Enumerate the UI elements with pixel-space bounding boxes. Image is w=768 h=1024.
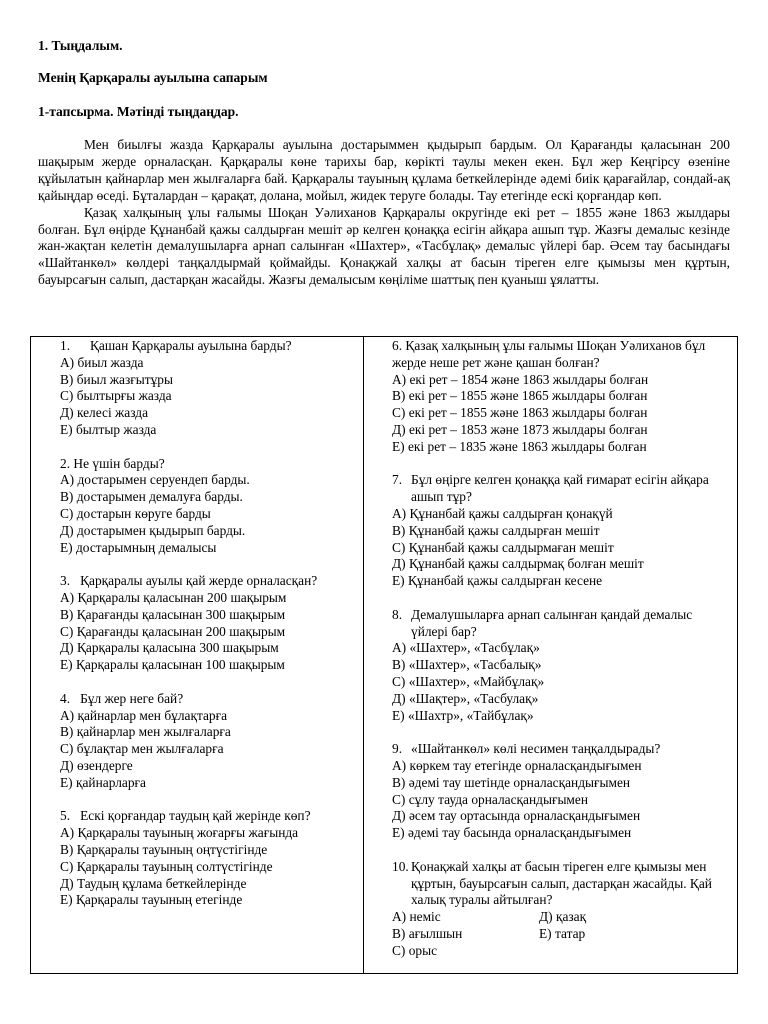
answer-option[interactable]: А) неміс bbox=[392, 909, 441, 925]
questions-table bbox=[30, 336, 738, 974]
answer-option[interactable]: А) Қарқаралы қаласынан 200 шақырым bbox=[60, 589, 287, 605]
answer-option[interactable]: Д) келесі жазда bbox=[60, 405, 149, 421]
question-number: 4. bbox=[60, 690, 71, 706]
question-text: Демалушыларға арнап салынған қандай демалыс үйлері бар? bbox=[411, 606, 693, 639]
question-1 bbox=[60, 338, 360, 439]
answer-option[interactable]: А) Құнанбай қажы салдырған қонақүй bbox=[392, 505, 613, 521]
answer-option[interactable]: В) Құнанбай қажы салдырған мешіт bbox=[392, 522, 600, 538]
answer-option[interactable]: С) орыс bbox=[392, 942, 438, 958]
questions-right-column bbox=[392, 338, 732, 976]
question-3 bbox=[60, 573, 360, 674]
answer-option[interactable]: С) екі рет – 1855 және 1863 жылдары болған bbox=[392, 405, 648, 421]
passage-paragraph-2: Қазақ халқының ұлы ғалымы Шоқан Уәлиханов Қарқаралы округінде екі рет – 1855 және 1863 жылдары болған. Бұл өңірде Құнанбай қажы салдырған мешіт әр келген қонаққа есігін айқара ашып тұр. Жазғы демалыс кезінде жан-жақтан келетін демалушыларға арнап салынған «Шахтер», «Тасбұлақ» демалыс үйлері бар. Әсем тау басындағы «Шайтанкөл» көлдері таңқалдырмай қоймайды. Қонақжай халқы ат басын тіреген елге қымызы мен құртын, бауырсағын салып, дастарқан жасайды. Жазғы демалысым көңіліме шаттық пен қуаныш ұялатты. bbox=[38, 204, 730, 288]
answer-option[interactable]: С) Қарқаралы тауының солтүстігінде bbox=[60, 858, 273, 874]
question-7 bbox=[392, 472, 732, 590]
answer-option[interactable]: Д) Құнанбай қажы салдырмақ болған мешіт bbox=[392, 556, 644, 572]
answer-option[interactable]: Д) Таудың құлама беткейлерінде bbox=[60, 875, 247, 891]
question-number: 1. bbox=[60, 338, 71, 353]
question-8 bbox=[392, 607, 732, 725]
answer-option[interactable]: Е) татар bbox=[539, 925, 586, 941]
question-text: Ескі қорғандар таудың қай жерінде көп? bbox=[80, 808, 311, 824]
answer-option[interactable]: С) сұлу тауда орналасқандығымен bbox=[392, 791, 589, 807]
answer-option[interactable]: С) достарын көруге барды bbox=[60, 505, 211, 521]
answer-option[interactable]: В) әдемі тау шетінде орналасқандығымен bbox=[392, 774, 631, 790]
question-text: Қонақжай халқы ат басын тіреген елге қымызы мен құртын, бауырсағын салып, дастарқан жасайды. Қай халық туралы айтылған? bbox=[411, 858, 712, 908]
question-text: Не үшін барды? bbox=[73, 455, 165, 471]
questions-left-column bbox=[60, 338, 360, 926]
answer-option[interactable]: А) көркем тау етегінде орналасқандығымен bbox=[392, 757, 642, 773]
answer-option[interactable]: С) «Шахтер», «Майбұлақ» bbox=[392, 673, 545, 689]
answer-option[interactable]: В) достарымен демалуға барды. bbox=[60, 489, 243, 505]
answer-option[interactable]: С) Құнанбай қажы салдырмаған мешіт bbox=[392, 539, 614, 555]
question-text: Қазақ халқының ұлы ғалымы Шоқан Уәлиханов бұл жерде неше рет және қашан болған? bbox=[392, 338, 706, 370]
answer-option[interactable]: В) екі рет – 1855 және 1865 жылдары болған bbox=[392, 388, 648, 404]
question-5 bbox=[60, 808, 360, 909]
question-text: «Шайтанкөл» көлі несимен таңқалдырады? bbox=[411, 741, 661, 757]
section-title: 1. Тыңдалым. bbox=[38, 38, 123, 53]
answer-option[interactable]: А) достарымен серуендеп барды. bbox=[60, 472, 250, 488]
question-text: Қашан Қарқаралы ауылына барды? bbox=[90, 338, 292, 353]
question-10 bbox=[392, 859, 732, 959]
column-divider bbox=[363, 337, 364, 973]
question-6 bbox=[392, 338, 732, 456]
answer-option[interactable]: В) «Шахтер», «Тасбалық» bbox=[392, 657, 542, 673]
answer-option[interactable]: А) қайнарлар мен бұлақтарға bbox=[60, 707, 228, 723]
question-number: 7. bbox=[392, 472, 403, 488]
answer-option[interactable]: Д) «Шақтер», «Тасбулақ» bbox=[392, 690, 539, 706]
answer-option[interactable]: Е) қайнарларға bbox=[60, 774, 146, 790]
answer-option[interactable]: Д) достарымен қыдырып барды. bbox=[60, 522, 246, 538]
answer-option[interactable]: В) биыл жазғытұры bbox=[60, 371, 173, 387]
question-number: 2. bbox=[60, 455, 71, 471]
answer-option[interactable]: Е) екі рет – 1835 және 1863 жылдары болған bbox=[392, 438, 647, 454]
question-number: 8. bbox=[392, 606, 403, 622]
question-text: Қарқаралы ауылы қай жерде орналасқан? bbox=[80, 573, 318, 589]
question-text: Бұл өңірге келген қонаққа қай ғимарат есігін айқара ашып тұр? bbox=[411, 472, 709, 505]
answer-option[interactable]: Д) әсем тау ортасында орналасқандығымен bbox=[392, 808, 641, 824]
topic-title: Менің Қарқаралы ауылына сапарым bbox=[38, 70, 268, 85]
question-text: Бұл жер неге бай? bbox=[80, 690, 184, 706]
question-number: 3. bbox=[60, 573, 71, 589]
answer-option[interactable]: Е) Қарқаралы қаласынан 100 шақырым bbox=[60, 657, 285, 673]
answer-option[interactable]: Е) былтыр жазда bbox=[60, 421, 157, 437]
answer-option[interactable]: Е) Қарқаралы тауының етегінде bbox=[60, 892, 243, 908]
question-number: 9. bbox=[392, 741, 403, 757]
question-9 bbox=[392, 741, 732, 842]
answer-option[interactable]: А) «Шахтер», «Тасбұлақ» bbox=[392, 640, 540, 656]
task-title: 1-тапсырма. Мәтінді тыңдаңдар. bbox=[38, 104, 239, 119]
answer-option[interactable]: Д) қазақ bbox=[539, 909, 587, 925]
answer-option[interactable]: А) биыл жазда bbox=[60, 354, 144, 370]
answer-option[interactable]: В) Қарқаралы тауының оңтүстігінде bbox=[60, 841, 268, 857]
question-2 bbox=[60, 456, 360, 557]
passage-paragraph-1: Мен биылғы жазда Қарқаралы ауылына достарыммен қыдырып бардым. Ол Қарағанды қаласынан 200 шақырым жерде орналасқан. Қарқаралы көне тарихы бар, көрікті таулы мекен екен. Бұл жер Кеңгірсу өзеніне құйылатын қайнарлар мен жылғаларға бай. Қарқаралы тауының құлама беткейлерінде әдемі биік қарағайлар, сондай-ақ қайыңдар өседі. Бұталардан – қарақат, долана, мойыл, жидек теруге болады. Тау етегінде ескі қорғандар көп. bbox=[38, 137, 730, 203]
listening-passage bbox=[38, 137, 730, 289]
answer-option[interactable]: С) былтырғы жазда bbox=[60, 388, 172, 404]
answer-option[interactable]: Е) әдемі тау басында орналасқандығымен bbox=[392, 825, 632, 841]
question-number: 6. bbox=[392, 338, 403, 353]
answer-option[interactable]: Е) Құнанбай қажы салдырған кесене bbox=[392, 573, 603, 589]
answer-option[interactable]: Д) өзендерге bbox=[60, 757, 133, 773]
answer-option[interactable]: А) екі рет – 1854 және 1863 жылдары болған bbox=[392, 371, 649, 387]
answer-option[interactable]: В) Қарағанды қаласынан 300 шақырым bbox=[60, 606, 286, 622]
answer-option[interactable]: С) Қарағанды қаласынан 200 шақырым bbox=[60, 623, 286, 639]
answer-option[interactable]: В) ағылшын bbox=[392, 925, 463, 941]
question-4 bbox=[60, 691, 360, 792]
answer-option[interactable]: Д) екі рет – 1853 және 1873 жылдары болған bbox=[392, 421, 648, 437]
answer-option[interactable]: В) қайнарлар мен жылғаларға bbox=[60, 724, 231, 740]
answer-option[interactable]: Е) «Шахтр», «Тайбұлақ» bbox=[392, 707, 534, 723]
answer-options-grid bbox=[392, 909, 732, 959]
question-number: 10. bbox=[392, 858, 409, 874]
answer-option[interactable]: С) бұлақтар мен жылғаларға bbox=[60, 741, 224, 757]
answer-option[interactable]: Е) достарымның демалысы bbox=[60, 539, 217, 555]
answer-option[interactable]: А) Қарқаралы тауының жоғарғы жағында bbox=[60, 825, 299, 841]
answer-option[interactable]: Д) Қарқаралы қаласына 300 шақырым bbox=[60, 640, 279, 656]
question-number: 5. bbox=[60, 808, 71, 824]
